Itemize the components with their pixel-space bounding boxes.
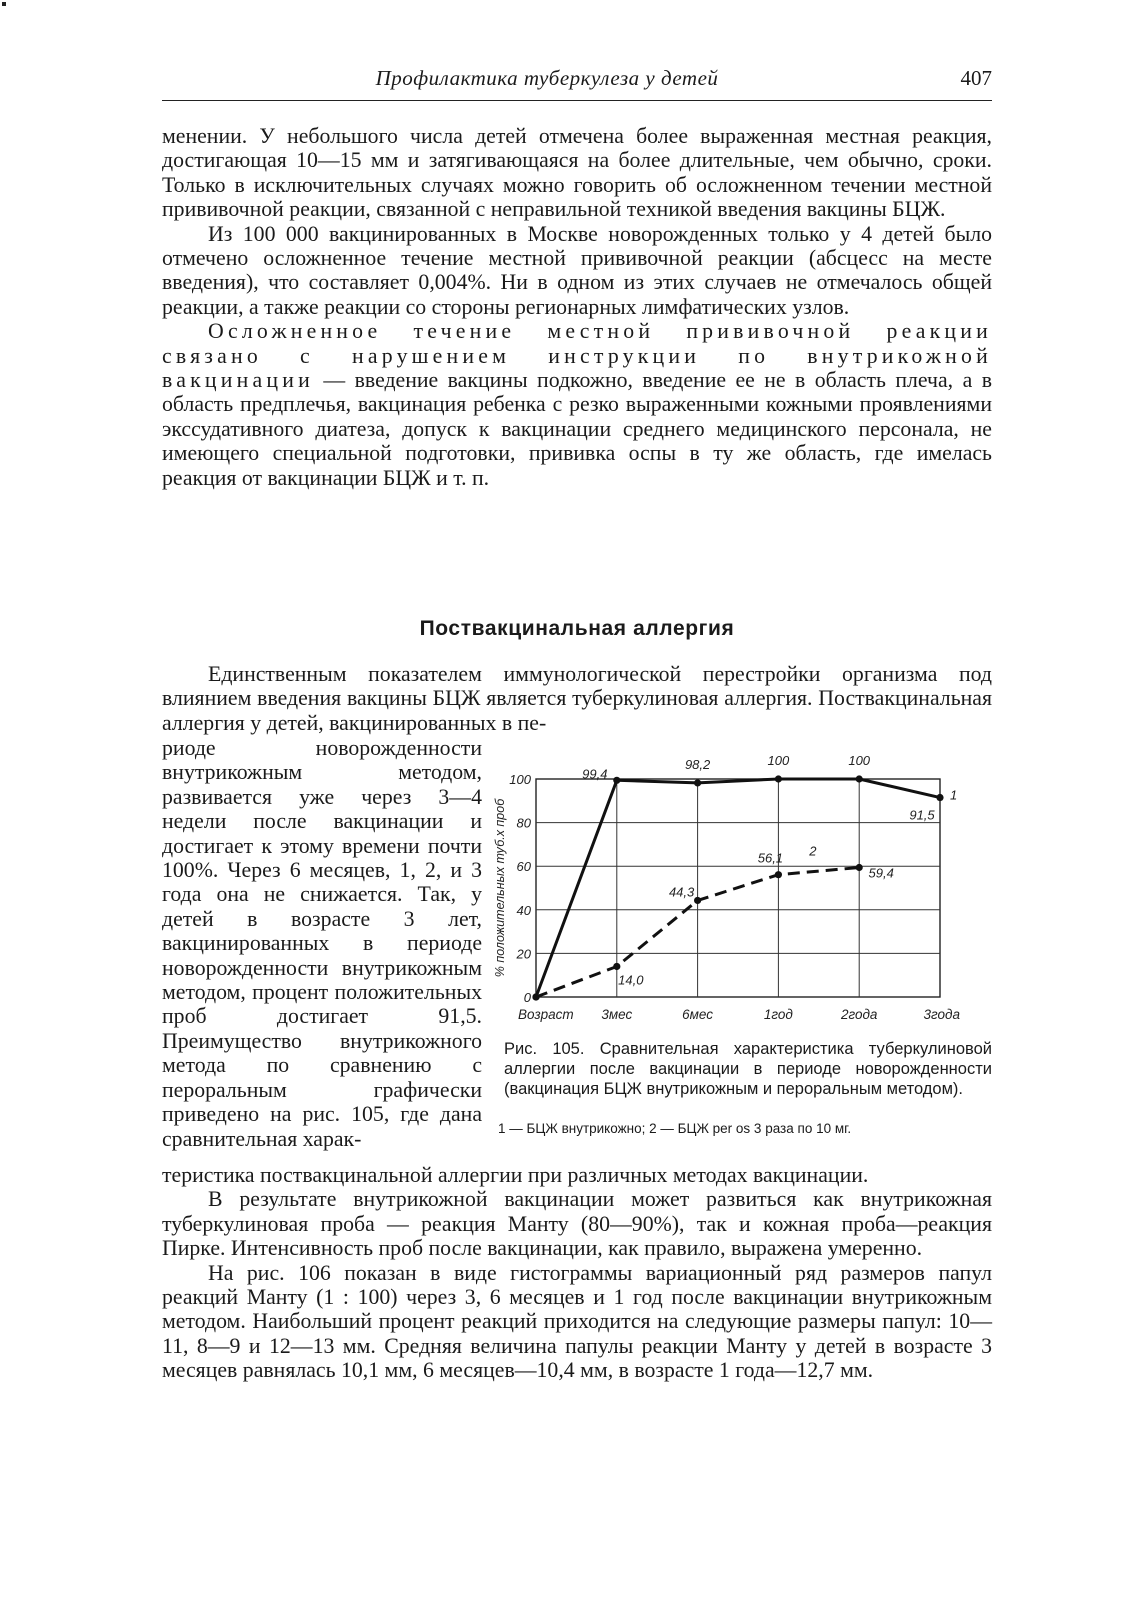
allergy-chart bbox=[492, 753, 994, 1042]
data-label: 100 bbox=[848, 753, 871, 768]
data-point bbox=[613, 777, 620, 784]
data-label: 56,1 bbox=[757, 850, 784, 866]
data-point bbox=[694, 897, 701, 904]
paragraph-5: В результате внутрикожной вакцинации может развиться как внутрикожная туберкулиновая проба — реакция Манту (80—90%), так и кожная проба—реакция Пирке. Интенсивность проб после вакцинации, как правило, выражена умеренно. bbox=[162, 1187, 992, 1261]
data-label: 98,2 bbox=[684, 756, 711, 772]
section-heading: Поствакцинальная аллергия bbox=[419, 617, 735, 640]
x-tick-label: 3мес bbox=[601, 1007, 633, 1022]
x-tick-label: 3года bbox=[923, 1007, 960, 1022]
data-point bbox=[856, 864, 863, 871]
x-tick-label: Возраст bbox=[518, 1007, 574, 1022]
wrap-paragraph-full bbox=[162, 662, 992, 735]
spaced-emphasis: Осложненное течение местной прививочной реакции связано с нарушением инструкции по внутрикожной вакцинации bbox=[162, 319, 992, 393]
data-point bbox=[775, 871, 782, 878]
figure-caption: Рис. 105. Сравнительная характеристика туберкулиновой аллергии после вакцинации в периоде новорожденности (вакцинация БЦЖ внутрикожным и пероральным методом). bbox=[504, 1040, 992, 1098]
x-tick-label: 2года bbox=[840, 1007, 878, 1022]
y-tick-label: 100 bbox=[509, 772, 531, 787]
data-label: 91,5 bbox=[909, 807, 935, 823]
data-point bbox=[613, 963, 620, 970]
x-tick-label: 1год bbox=[763, 1007, 793, 1022]
data-label: 100 bbox=[767, 753, 790, 768]
data-label: 44,3 bbox=[668, 884, 695, 900]
figure-legend: 1 — БЦЖ внутрикожно; 2 — БЦЖ per os 3 раза по 10 мг. bbox=[498, 1121, 852, 1136]
paragraph-6: На рис. 106 показан в виде гистограммы вариационный ряд размеров папул реакций Манту (1 : 100) через 3, 6 месяцев и 1 год после вакцинации внутрикожным методом. Наибольший процент реакций приходится на следующие размеры папул: 10—11, 8—9 и 12—13 мм. Средняя величина папулы реакции Манту у детей в возрасте 3 месяцев равнялась 10,1 мм, 6 месяцев—10,4 мм, в возрасте 1 года—12,7 мм. bbox=[162, 1260, 992, 1383]
data-point bbox=[936, 794, 943, 801]
series-marker: 1 bbox=[950, 787, 958, 803]
wrap-paragraph-column: риоде новорожденности внутрикожным методом, развивается уже через 3—4 недели после вакцинации и достигает к этому времени почти 100%. Через 6 месяцев, 1, 2, и 3 года она не снижается. Так, у детей в возрасте 3 лет, вакцинированных в периоде новорожденности внутрикожным методом, процент положительных проб достигает 91,5. Преимущество внутрикожного метода по сравнению с пероральным графически приведено на рис. 105, где дана сравнительная харак- bbox=[162, 736, 482, 1151]
paragraph-4-end: теристика поствакцинальной аллергии при различных методах вакцинации. bbox=[162, 1163, 869, 1187]
scan-speck bbox=[2, 2, 6, 6]
data-point bbox=[694, 779, 701, 786]
paragraph-3-rest: — введение вакцины подкожно, введение ее не в область плеча, а в область предплечья, вакцинация ребенка с резко выраженными кожными проявлениями экссудативного диатеза, допуск к вакцинации среднего медицинского персонала, не имеющего специальной подготовки, прививка оспы в ту же область, где имелась реакция от вакцинации БЦЖ и т. п. bbox=[162, 368, 992, 490]
paragraph-2: Из 100 000 вакцинированных в Москве новорожденных только у 4 детей было отмечено осложненное течение местной прививочной реакции (абсцесс на месте введения), что составляет 0,004%. Ни в одном из этих случаев не отмечалось общей реакции, а также реакции со стороны регионарных лимфатических узлов. bbox=[162, 221, 992, 319]
data-label: 99,4 bbox=[582, 766, 608, 782]
series-marker: 2 bbox=[809, 843, 817, 859]
data-point bbox=[856, 775, 863, 782]
body-top bbox=[162, 124, 992, 490]
data-point bbox=[775, 775, 782, 782]
paragraph-1: менении. У небольшого числа детей отмечена более выраженная местная реакция, достигающая 10—15 мм и затягивающаяся на более длительные, чем обычно, сроки. Только в исключительных случаях можно говорить об осложненном течении местной прививочной реакции, связанной с неправильной техникой введения вакцины БЦЖ. bbox=[162, 124, 992, 222]
paragraph-4-start: Единственным показателем иммунологической перестройки организма под влиянием введения вакцины БЦЖ является туберкулиновая аллергия. Поствакцинальная аллергия у детей, вакцинированных в пе- bbox=[162, 662, 992, 735]
body-bottom bbox=[162, 1163, 992, 1383]
y-tick-label: 40 bbox=[516, 902, 531, 918]
paragraph-3 bbox=[162, 319, 992, 490]
y-tick-label: 60 bbox=[516, 859, 531, 875]
y-tick-label: 20 bbox=[516, 946, 531, 962]
running-head bbox=[162, 66, 992, 101]
data-label: 14,0 bbox=[618, 972, 644, 988]
y-tick-label: 80 bbox=[516, 815, 531, 831]
page-number: 407 bbox=[960, 66, 992, 90]
running-title: Профилактика туберкулеза у детей bbox=[375, 66, 719, 90]
y-axis-label: % положительных туб.х проб bbox=[493, 798, 507, 978]
data-label: 59,4 bbox=[868, 865, 894, 881]
data-point bbox=[532, 993, 539, 1000]
y-tick-label: 0 bbox=[523, 990, 531, 1005]
x-tick-label: 6мес bbox=[682, 1007, 714, 1022]
